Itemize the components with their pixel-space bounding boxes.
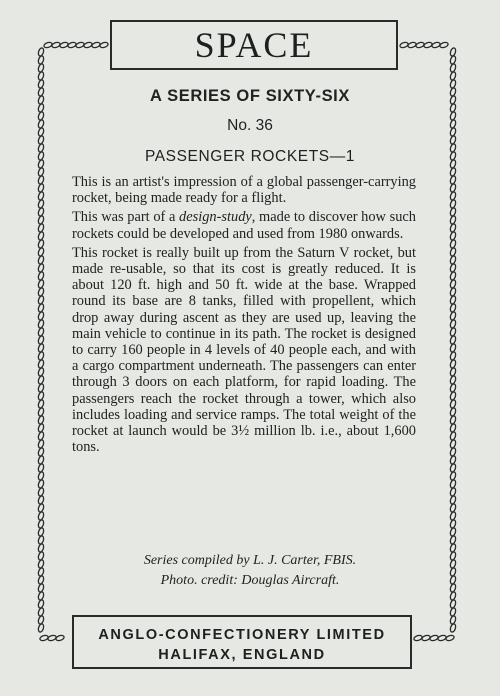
card-number: No. 36	[227, 117, 273, 134]
title-box	[110, 20, 398, 70]
photo-credit: Photo. credit: Douglas Aircraft.	[160, 573, 340, 588]
chain-link	[37, 623, 44, 632]
publisher-name: ANGLO-CONFECTIONERY LIMITED	[98, 627, 386, 643]
series-subtitle: A SERIES OF SIXTY-SIX	[150, 87, 350, 105]
series-credit: Series compiled by L. J. Carter, FBIS.	[143, 553, 357, 568]
card-description	[72, 174, 416, 458]
description-paragraph-2	[72, 209, 416, 241]
chain-link	[445, 634, 454, 641]
paragraph-2-text-a: This was part of a	[72, 209, 180, 226]
chain-link	[439, 41, 448, 48]
card-series-title: SPACE	[194, 25, 314, 65]
chain-link	[55, 634, 64, 641]
paragraph-2-emphasis: design-study	[179, 209, 252, 226]
paragraph-2-text-b: , made to discover how such rockets could be developed and used from 1980 onwards.	[72, 209, 416, 242]
chain-link	[99, 41, 108, 48]
chain-link	[449, 623, 456, 632]
description-paragraph-1: This is an artist's impression of a global passenger-carrying rocket, being made ready for a flight.	[72, 174, 416, 207]
description-paragraph-3: This rocket is really built up from the Saturn V rocket, but made re-usable, so that its cost is greatly reduced. It is about 120 ft. high and 50 ft. wide at the base. Wrapped round its base are 8 tanks, filled with propellent, which drop away during ascent as they are used up, leaving the main vehicle to continue in its path. The rocket is designed to carry 160 people in 4 levels of 40 people each, and with a cargo compartment underneath. The passengers can enter through 3 doors on each platform, for rapid loading. The passengers reach the rocket through a tower, which also includes loading and service ramps. The total weight of the rocket at launch would be 3½ million lb. i.e., about 1,600 tons.	[72, 244, 416, 456]
publisher-box	[72, 615, 412, 669]
credits	[0, 551, 500, 591]
card-heading: PASSENGER ROCKETS—1	[144, 148, 356, 165]
publisher-location: HALIFAX, ENGLAND	[158, 647, 326, 663]
